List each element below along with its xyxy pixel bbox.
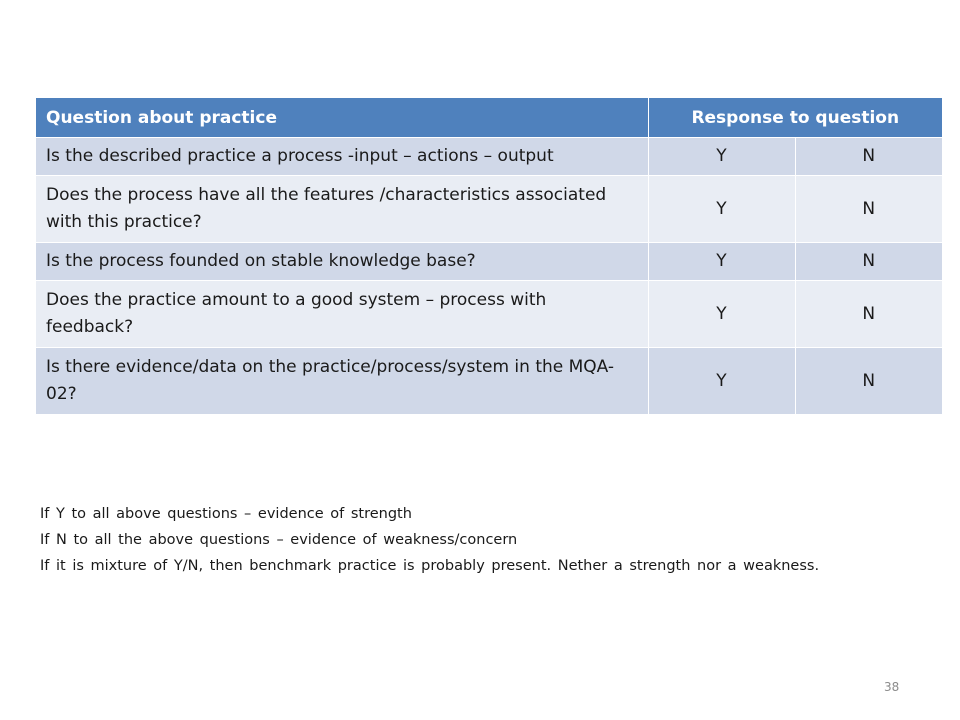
evaluation-notes [40, 505, 940, 583]
table-header-row [36, 98, 942, 138]
practice-questions-table [36, 98, 942, 414]
note-strength: If Y to all above questions – evidence of strength [40, 506, 412, 522]
page-number: 38 [884, 680, 900, 694]
yes-cell: Y [648, 176, 795, 243]
table-row [36, 176, 942, 243]
note-mixture: If it is mixture of Y/N, then benchmark practice is probably present. Nether a strength nor a weakness. [40, 558, 820, 574]
question-cell: Is the described practice a process -input – actions – output [36, 138, 648, 176]
yes-cell: Y [648, 243, 795, 281]
no-cell: N [795, 348, 942, 415]
table-row [36, 281, 942, 348]
no-cell: N [795, 138, 942, 176]
table-row [36, 348, 942, 415]
yes-cell: Y [648, 348, 795, 415]
no-cell: N [795, 243, 942, 281]
question-cell: Is there evidence/data on the practice/process/system in the MQA-02? [36, 348, 648, 415]
question-cell: Does the practice amount to a good system – process with feedback? [36, 281, 648, 348]
no-cell: N [795, 176, 942, 243]
note-weakness: If N to all the above questions – evidence of weakness/concern [40, 532, 518, 548]
question-cell: Does the process have all the features /characteristics associated with this practice? [36, 176, 648, 243]
header-question: Question about practice [36, 98, 648, 138]
question-cell: Is the process founded on stable knowledge base? [36, 243, 648, 281]
table-row [36, 138, 942, 176]
no-cell: N [795, 281, 942, 348]
yes-cell: Y [648, 138, 795, 176]
header-response: Response to question [648, 98, 942, 138]
yes-cell: Y [648, 281, 795, 348]
table-row [36, 243, 942, 281]
